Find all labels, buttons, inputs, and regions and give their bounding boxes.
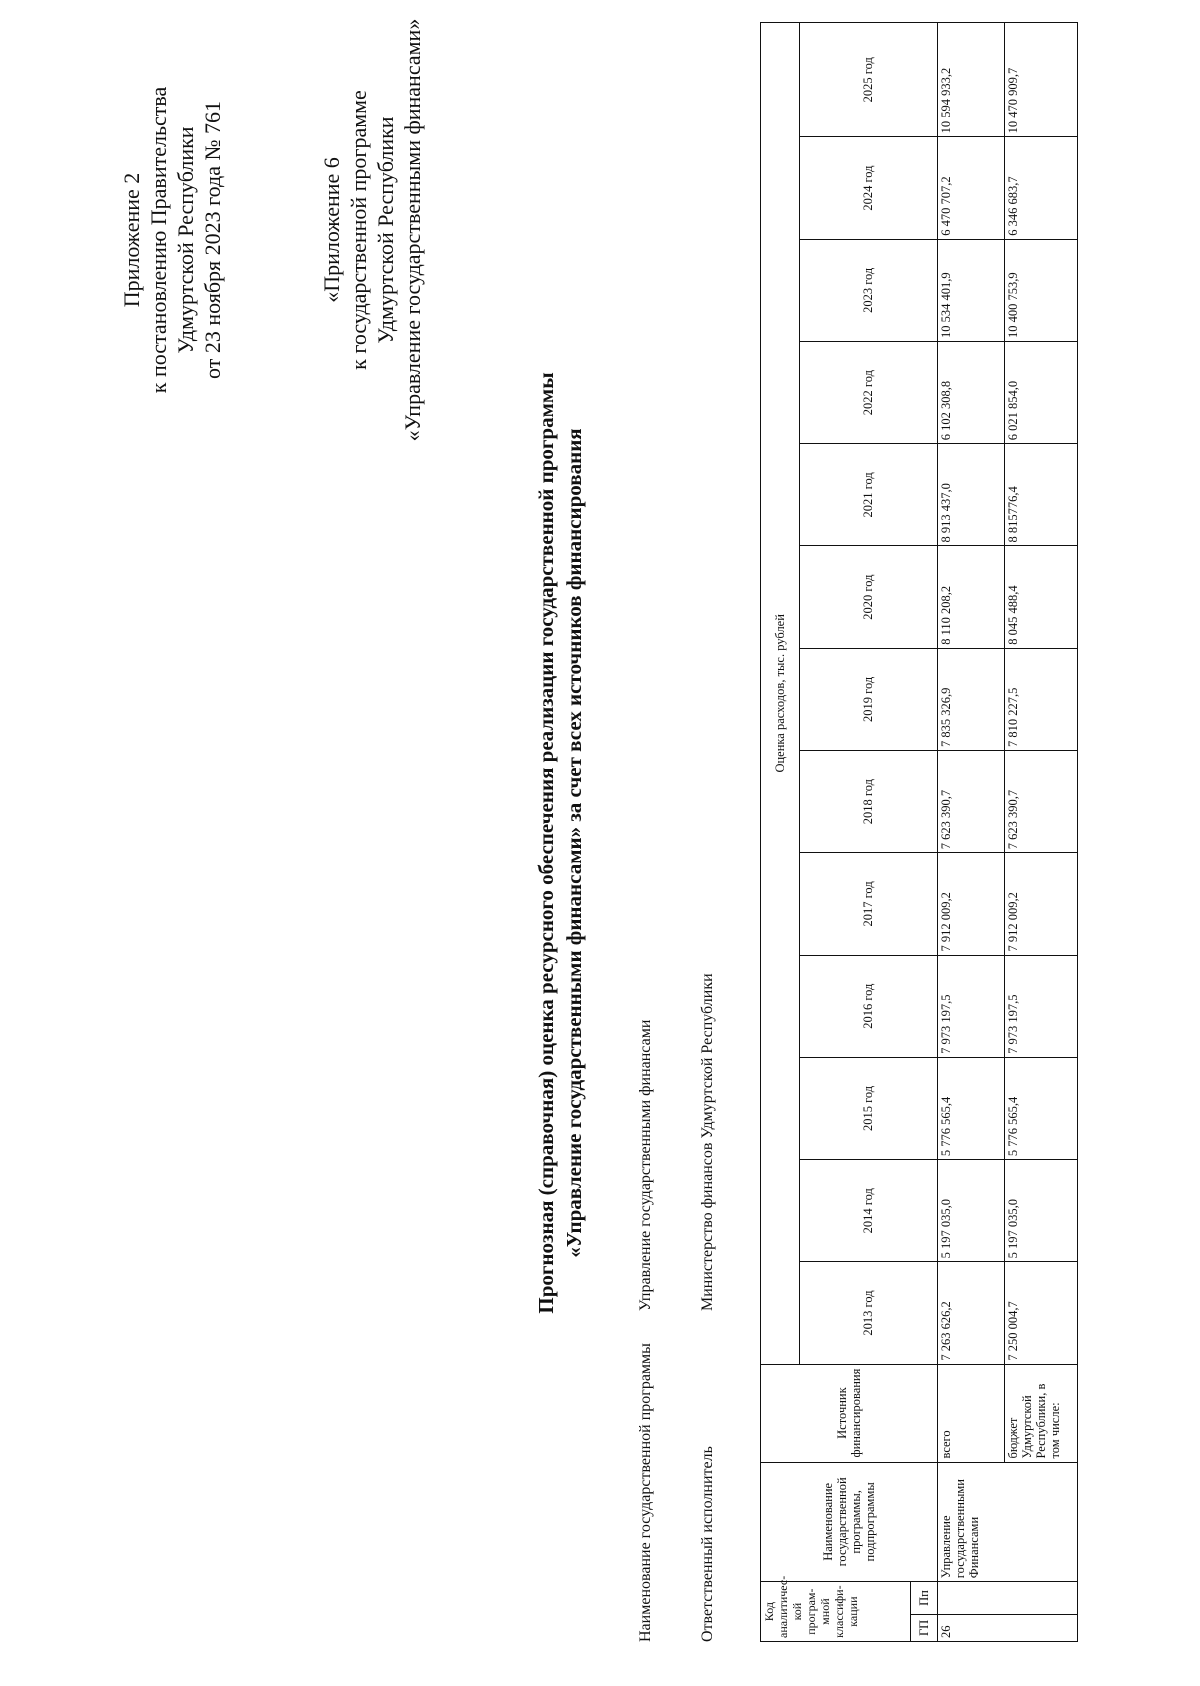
year-header: 2024 год — [799, 137, 937, 239]
value-cell: 7 912 009,2 — [937, 853, 1005, 955]
pp-header: Пп — [911, 1582, 938, 1615]
value-cell: 8 913 437,0 — [937, 444, 1005, 546]
value-cell: 10 470 909,7 — [1005, 23, 1078, 137]
value-cell: 5 197 035,0 — [1005, 1160, 1078, 1262]
table-row — [937, 23, 1005, 1642]
year-header: 2016 год — [799, 955, 937, 1057]
year-header: 2025 год — [799, 23, 937, 137]
year-header: 2013 год — [799, 1262, 937, 1364]
appendix-6-line: «Управление государственными финансами» — [400, 18, 425, 442]
appendix-6-block — [318, 10, 426, 450]
year-header: 2017 год — [799, 853, 937, 955]
year-header: 2021 год — [799, 444, 937, 546]
value-cell: 6 102 308,8 — [937, 341, 1005, 443]
appendix-6-line: «Приложение 6 — [319, 157, 344, 303]
program-label: Наименование государственной программы — [637, 1343, 654, 1642]
pp-code — [937, 1582, 1077, 1615]
code-header: Код аналитичес-кой програм-мной классифи-кации — [761, 1582, 911, 1642]
value-cell: 7 973 197,5 — [937, 955, 1005, 1057]
value-cell: 5 776 565,4 — [937, 1057, 1005, 1159]
gp-header: ГП — [911, 1614, 938, 1641]
value-cell: 5 197 035,0 — [937, 1160, 1005, 1262]
year-header: 2020 год — [799, 546, 937, 648]
source-cell: всего — [937, 1364, 1005, 1462]
year-header: 2019 год — [799, 648, 937, 750]
title-line-2: «Управление государственными финансами» за счет всех источников финансирования — [562, 428, 586, 1258]
table-row — [1005, 23, 1078, 1642]
year-header: 2015 год — [799, 1057, 937, 1159]
year-header: 2018 год — [799, 751, 937, 853]
program-name-cell: Управление государственными Финансами — [937, 1462, 1077, 1582]
value-cell: 7 623 390,7 — [937, 751, 1005, 853]
value-cell: 7 973 197,5 — [1005, 955, 1078, 1057]
name-header: Наименование государственной программы, подпрограммы — [761, 1462, 938, 1582]
document-title — [532, 0, 588, 1686]
value-cell: 8 815776,4 — [1005, 444, 1078, 546]
source-cell: бюджет Удмуртской Республики, в том числе: — [1005, 1364, 1078, 1462]
value-cell: 6 346 683,7 — [1005, 137, 1078, 239]
resource-table — [760, 22, 1078, 1642]
title-line-1: Прогнозная (справочная) оценка ресурсного обеспечения реализации государственной программы — [534, 372, 558, 1314]
value-cell: 7 835 326,9 — [937, 648, 1005, 750]
value-cell: 6 021 854,0 — [1005, 341, 1078, 443]
appendix-6-line: Удмуртской Республики — [373, 116, 398, 344]
year-header: 2014 год — [799, 1160, 937, 1262]
value-cell: 10 534 401,9 — [937, 239, 1005, 341]
value-cell: 7 912 009,2 — [1005, 853, 1078, 955]
appendix-2-line: к постановлению Правительства — [146, 86, 171, 394]
appendix-2-line: от 23 ноября 2023 года № 761 — [200, 101, 225, 379]
appendix-2-line: Приложение 2 — [119, 172, 144, 308]
value-cell: 10 594 933,2 — [937, 23, 1005, 137]
value-cell: 6 470 707,2 — [937, 137, 1005, 239]
value-cell: 7 810 227,5 — [1005, 648, 1078, 750]
appendix-6-line: к государственной программе — [346, 90, 371, 370]
appendix-2-block — [118, 30, 226, 450]
estimate-header: Оценка расходов, тыс. рублей — [761, 23, 800, 1365]
value-cell: 7 250 004,7 — [1005, 1262, 1078, 1364]
executor-value: Министерство финансов Удмуртской Республики — [699, 973, 716, 1311]
value-cell: 7 623 390,7 — [1005, 751, 1078, 853]
value-cell: 7 263 626,2 — [937, 1262, 1005, 1364]
appendix-2-line: Удмуртской Республики — [173, 126, 198, 354]
value-cell: 10 400 753,9 — [1005, 239, 1078, 341]
source-header: Источник финансирования — [761, 1364, 938, 1462]
value-cell: 8 110 208,2 — [937, 546, 1005, 648]
value-cell: 5 776 565,4 — [1005, 1057, 1078, 1159]
year-header: 2023 год — [799, 239, 937, 341]
value-cell: 8 045 488,4 — [1005, 546, 1078, 648]
program-value: Управление государственными финансами — [637, 1019, 654, 1311]
year-header: 2022 год — [799, 341, 937, 443]
executor-label: Ответственный исполнитель — [699, 1446, 716, 1642]
gp-code: 26 — [937, 1614, 1077, 1641]
